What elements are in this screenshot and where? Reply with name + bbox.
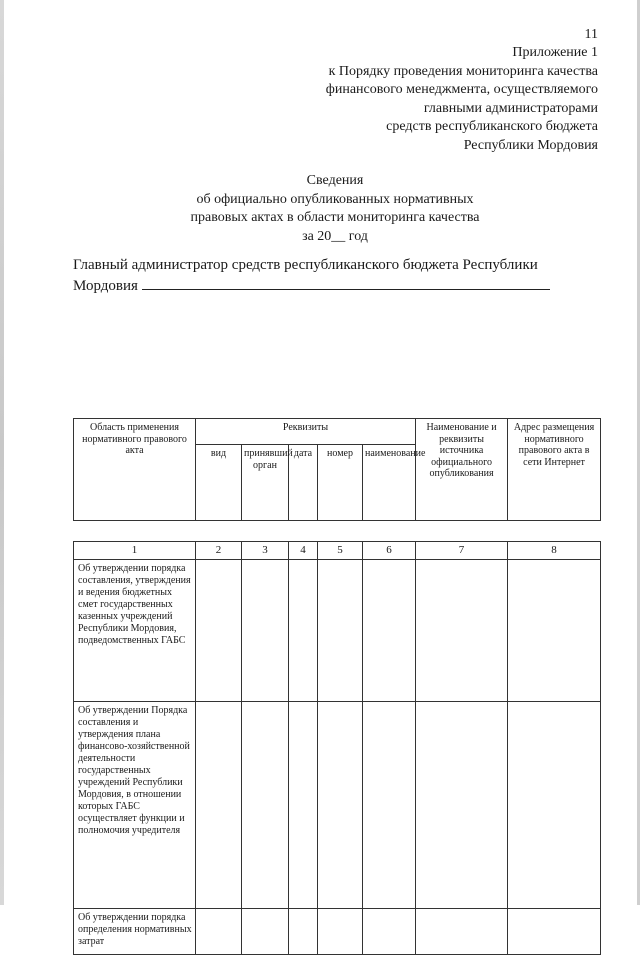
title-line: Сведения — [306, 173, 364, 188]
scan-edge-left — [0, 0, 4, 905]
header-requisites: Реквизиты — [196, 419, 416, 445]
row-scope-text: Об утверждении порядка определения нормативных затрат — [74, 909, 196, 955]
title-line: правовых актах в области мониторинга качества — [190, 210, 480, 225]
header-date: дата — [289, 445, 318, 521]
column-number: 4 — [289, 542, 318, 560]
header-source: Наименование и реквизиты источника официального опубликования — [416, 419, 508, 521]
appendix-line: финансового менеджмента, осуществляемого — [325, 82, 598, 97]
table-row — [74, 560, 601, 702]
administrator-label-2: Мордовия — [73, 278, 138, 294]
report-table — [73, 418, 601, 955]
appendix-line: Республики Мордовия — [463, 137, 598, 153]
column-number: 3 — [242, 542, 289, 560]
table-row — [74, 909, 601, 955]
appendix-line: средств республиканского бюджета — [386, 119, 598, 134]
column-number: 5 — [318, 542, 363, 560]
column-number: 2 — [196, 542, 242, 560]
header-kind: вид — [196, 445, 242, 521]
appendix-header — [238, 44, 598, 155]
appendix-line: главными администраторами — [423, 100, 598, 116]
administrator-blank — [142, 275, 550, 290]
appendix-line: к Порядку проведения мониторинга качества — [328, 63, 598, 79]
column-number: 8 — [508, 542, 601, 560]
title-line: за 20__ год — [302, 228, 368, 244]
column-number: 7 — [416, 542, 508, 560]
table-row — [74, 702, 601, 909]
header-scope: Область применения нормативного правового акта — [74, 419, 196, 521]
column-number: 6 — [363, 542, 416, 560]
header-name: наименование — [363, 445, 416, 521]
column-numbers-row — [74, 542, 601, 560]
header-number: номер — [318, 445, 363, 521]
administrator-line-2 — [73, 275, 568, 296]
document-title — [150, 172, 520, 246]
page-number: 11 — [584, 27, 598, 42]
column-number: 1 — [74, 542, 196, 560]
title-line: об официально опубликованных нормативных — [196, 191, 474, 207]
header-address: Адрес размещения нормативного правового акта в сети Интернет — [508, 419, 601, 521]
header-authority: принявший орган — [242, 445, 289, 521]
administrator-label: Главный администратор средств республиканского бюджета Республики — [73, 257, 538, 273]
appendix-line: Приложение 1 — [512, 45, 598, 60]
row-scope-text: Об утверждении порядка составления, утверждения и ведения бюджетных смет государственных казенных учреждений Республики Мордовия, подведомственных ГАБС — [74, 560, 196, 702]
administrator-field — [73, 256, 568, 296]
row-scope-text: Об утверждении Порядка составления и утверждения плана финансово-хозяйственной деятельности государственных учреждений Республики Мордовия, в отношении которых ГАБС осуществляет функции и полномочия учредителя — [74, 702, 196, 909]
